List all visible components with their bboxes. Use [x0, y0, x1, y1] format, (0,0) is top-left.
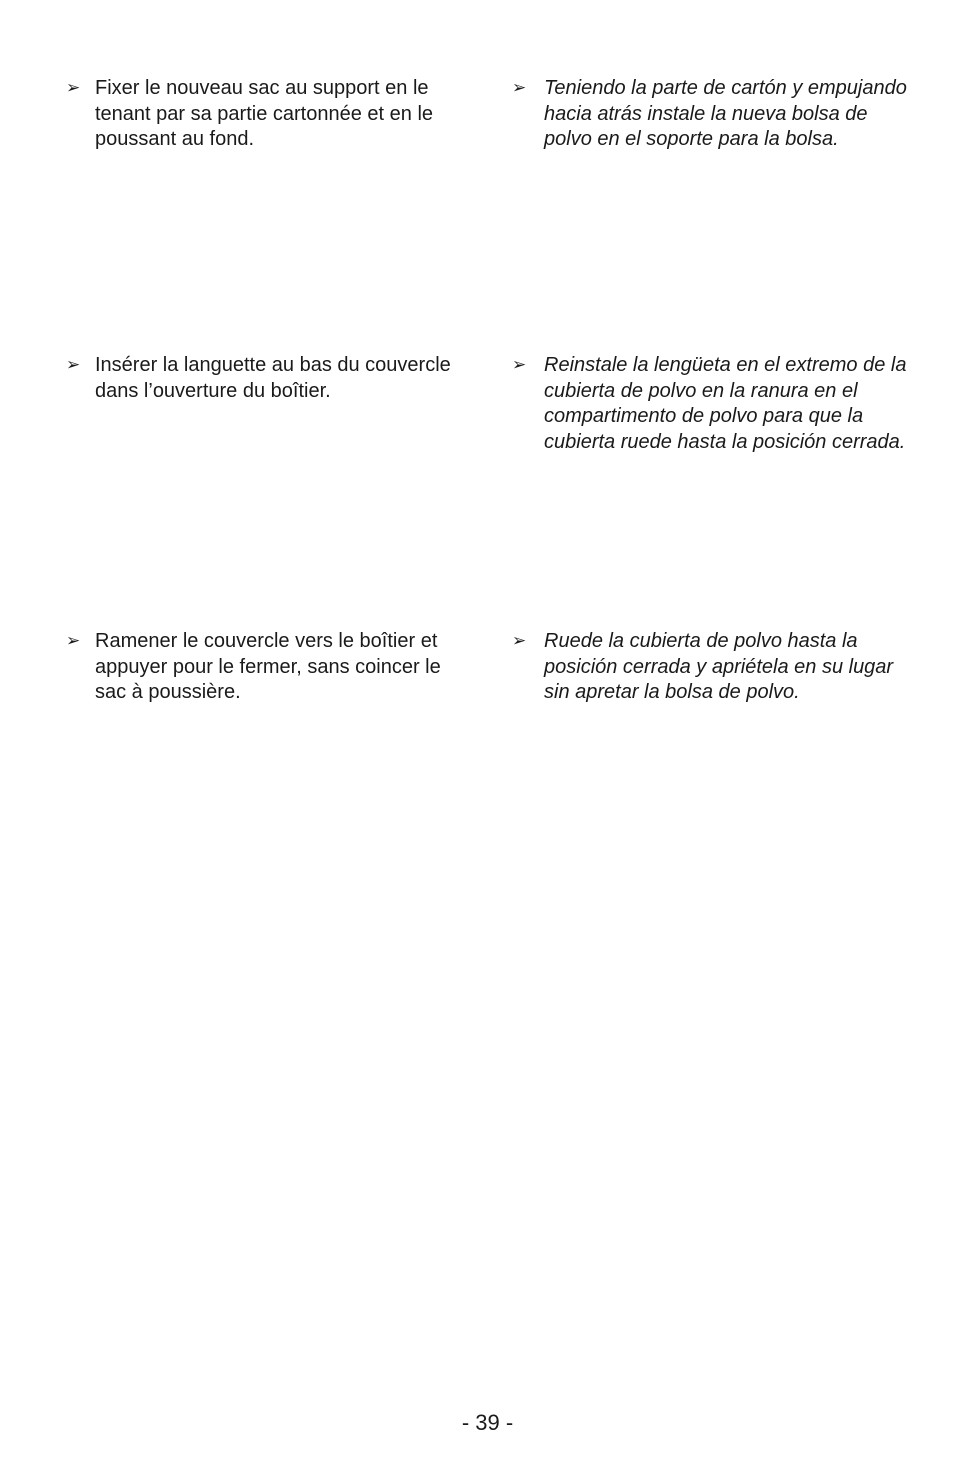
arrow-bullet-icon: ➢	[66, 355, 81, 375]
instruction-es-2-text: Reinstale la lengüeta en el extremo de la cubierta de polvo en la ranura en el compartimento de polvo para que la cubierta ruede hasta la posición cerrada.	[544, 354, 907, 453]
instruction-es-1	[512, 76, 912, 153]
arrow-bullet-icon: ➢	[66, 631, 81, 651]
instruction-es-2	[512, 353, 912, 455]
instruction-fr-3-text: Ramener le couvercle vers le boîtier et appuyer pour le fermer, sans coincer le sac à poussière.	[95, 630, 441, 703]
arrow-bullet-icon: ➢	[512, 78, 527, 98]
arrow-bullet-icon: ➢	[512, 355, 527, 375]
instruction-es-3-text: Ruede la cubierta de polvo hasta la posición cerrada y apriétela en su lugar sin apretar la bolsa de polvo.	[544, 630, 894, 703]
instruction-es-3	[512, 629, 912, 706]
instruction-fr-1	[66, 76, 466, 153]
instruction-fr-2-text: Insérer la languette au bas du couvercle dans l’ouverture du boîtier.	[95, 354, 451, 402]
arrow-bullet-icon: ➢	[66, 78, 81, 98]
page-number: - 39 -	[461, 1410, 514, 1435]
arrow-bullet-icon: ➢	[512, 631, 527, 651]
instruction-es-1-text: Teniendo la parte de cartón y empujando hacia atrás instale la nueva bolsa de polvo en el soporte para la bolsa.	[544, 77, 907, 150]
instruction-fr-2	[66, 353, 466, 404]
instruction-fr-3	[66, 629, 466, 706]
instruction-fr-1-text: Fixer le nouveau sac au support en le tenant par sa partie cartonnée et en le poussant au fond.	[95, 77, 434, 150]
